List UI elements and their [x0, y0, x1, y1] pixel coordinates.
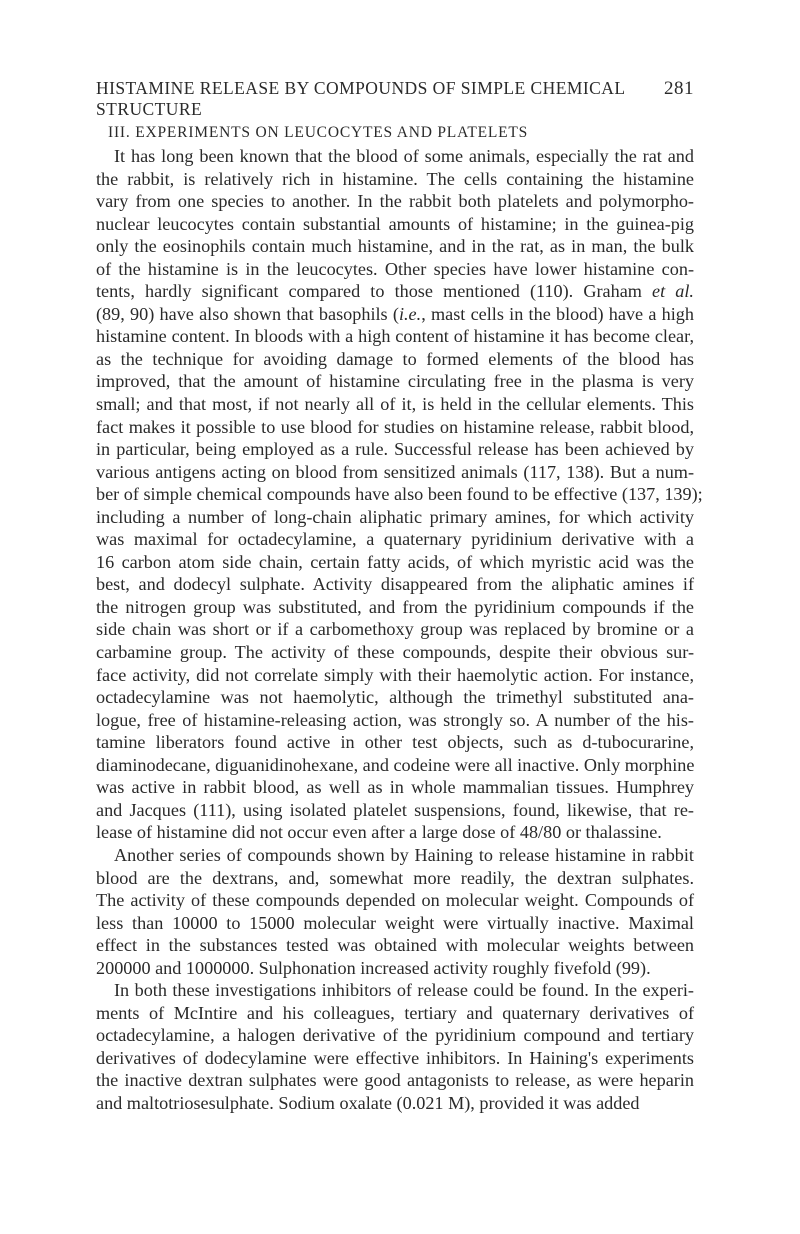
body-line: In both these investigations inhibitors of release could be found. In the experi-	[114, 980, 694, 1001]
body-line: and maltotriosesulphate. Sodium oxalate (0.021 M), provided it was added	[96, 1092, 640, 1113]
body-line: and Jacques (111), using isolated platelet suspensions, found, likewise, that re-	[96, 799, 694, 820]
body-text	[96, 145, 703, 1115]
body-line: tents, hardly significant compared to those mentioned (110). Graham et al.	[96, 281, 694, 302]
body-line: logue, free of histamine-releasing action, was strongly so. A number of the his-	[96, 709, 694, 730]
body-line: the inactive dextran sulphates were good antagonists to release, as were heparin	[96, 1070, 694, 1091]
body-line: (89, 90) have also shown that basophils (i.e., mast cells in the blood) have a high	[96, 303, 694, 324]
body-line: carbamine group. The activity of these compounds, despite their obvious sur-	[96, 642, 694, 663]
body-line: fact makes it possible to use blood for studies on histamine release, rabbit blood,	[96, 416, 694, 437]
body-line: including a number of long-chain aliphatic primary amines, for which activity	[96, 506, 694, 527]
body-line: derivatives of dodecylamine were effective inhibitors. In Haining's experiments	[96, 1047, 694, 1068]
body-line: small; and that most, if not nearly all of it, is held in the cellular elements. This	[96, 394, 694, 415]
body-line: face activity, did not correlate simply with their haemolytic action. For instance,	[96, 664, 694, 685]
body-line: the rabbit, is relatively rich in histamine. The cells containing the histamine	[96, 168, 694, 189]
body-line: ments of McIntire and his colleagues, tertiary and quaternary derivatives of	[96, 1002, 694, 1023]
body-line: blood are the dextrans, and, somewhat more readily, the dextran sulphates.	[96, 867, 694, 888]
body-line: 16 carbon atom side chain, certain fatty acids, of which myristic acid was the	[96, 551, 694, 572]
body-line: best, and dodecyl sulphate. Activity disappeared from the aliphatic amines if	[96, 574, 694, 595]
body-line: Another series of compounds shown by Haining to release histamine in rabbit	[114, 844, 694, 865]
italic-phrase: et al.	[652, 281, 694, 302]
running-head-title: HISTAMINE RELEASE BY COMPOUNDS OF SIMPLE CHEMICAL STRUCTURE	[96, 78, 625, 119]
body-line: side chain was short or if a carbomethoxy group was replaced by bromine or a	[96, 619, 694, 640]
body-line: only the eosinophils contain much histamine, and in the rat, as in man, the bulk	[96, 236, 694, 257]
body-line: as the technique for avoiding damage to formed elements of the blood has	[96, 348, 694, 369]
body-line: 200000 and 1000000. Sulphonation increased activity roughly fivefold (99).	[96, 957, 651, 978]
section-heading: III. EXPERIMENTS ON LEUCOCYTES AND PLATELETS	[108, 124, 529, 141]
body-line: vary from one species to another. In the rabbit both platelets and polymorpho-	[96, 191, 694, 212]
body-line: tamine liberators found active in other test objects, such as d-tubocurarine,	[96, 732, 694, 753]
body-line: improved, that the amount of histamine circulating free in the plasma is very	[96, 371, 694, 392]
body-line: in particular, being employed as a rule. Successful release has been achieved by	[96, 439, 694, 460]
italic-phrase: i.e.	[398, 303, 422, 324]
body-line: effect in the substances tested was obtained with molecular weights between	[96, 935, 694, 956]
body-line: It has long been known that the blood of some animals, especially the rat and	[114, 146, 694, 166]
body-line: the nitrogen group was substituted, and from the pyridinium compounds if the	[96, 596, 694, 617]
page-number: 281	[664, 78, 694, 99]
body-line: octadecylamine, a halogen derivative of the pyridinium compound and tertiary	[96, 1025, 694, 1046]
body-line: was maximal for octadecylamine, a quaternary pyridinium derivative with a	[96, 529, 694, 550]
body-line: ber of simple chemical compounds have also been found to be effective (137, 139);	[96, 484, 703, 505]
running-head	[96, 78, 694, 120]
body-line: was active in rabbit blood, as well as in whole mammalian tissues. Humphrey	[96, 777, 694, 798]
body-line: nuclear leucocytes contain substantial amounts of histamine; in the guinea-pig	[96, 213, 694, 234]
body-line: of the histamine is in the leucocytes. Other species have lower histamine con-	[96, 258, 694, 279]
body-line: lease of histamine did not occur even after a large dose of 48/80 or thalassine.	[96, 822, 662, 843]
body-line: histamine content. In bloods with a high content of histamine it has become clear,	[96, 326, 694, 347]
body-line: less than 10000 to 15000 molecular weight were virtually inactive. Maximal	[96, 912, 694, 933]
body-line: various antigens acting on blood from sensitized animals (117, 138). But a num-	[96, 461, 694, 482]
body-line: The activity of these compounds depended on molecular weight. Compounds of	[96, 890, 694, 911]
body-line: diaminodecane, diguanidinohexane, and codeine were all inactive. Only morphine	[96, 754, 695, 775]
body-line: octadecylamine was not haemolytic, although the trimethyl substituted ana-	[96, 687, 694, 708]
